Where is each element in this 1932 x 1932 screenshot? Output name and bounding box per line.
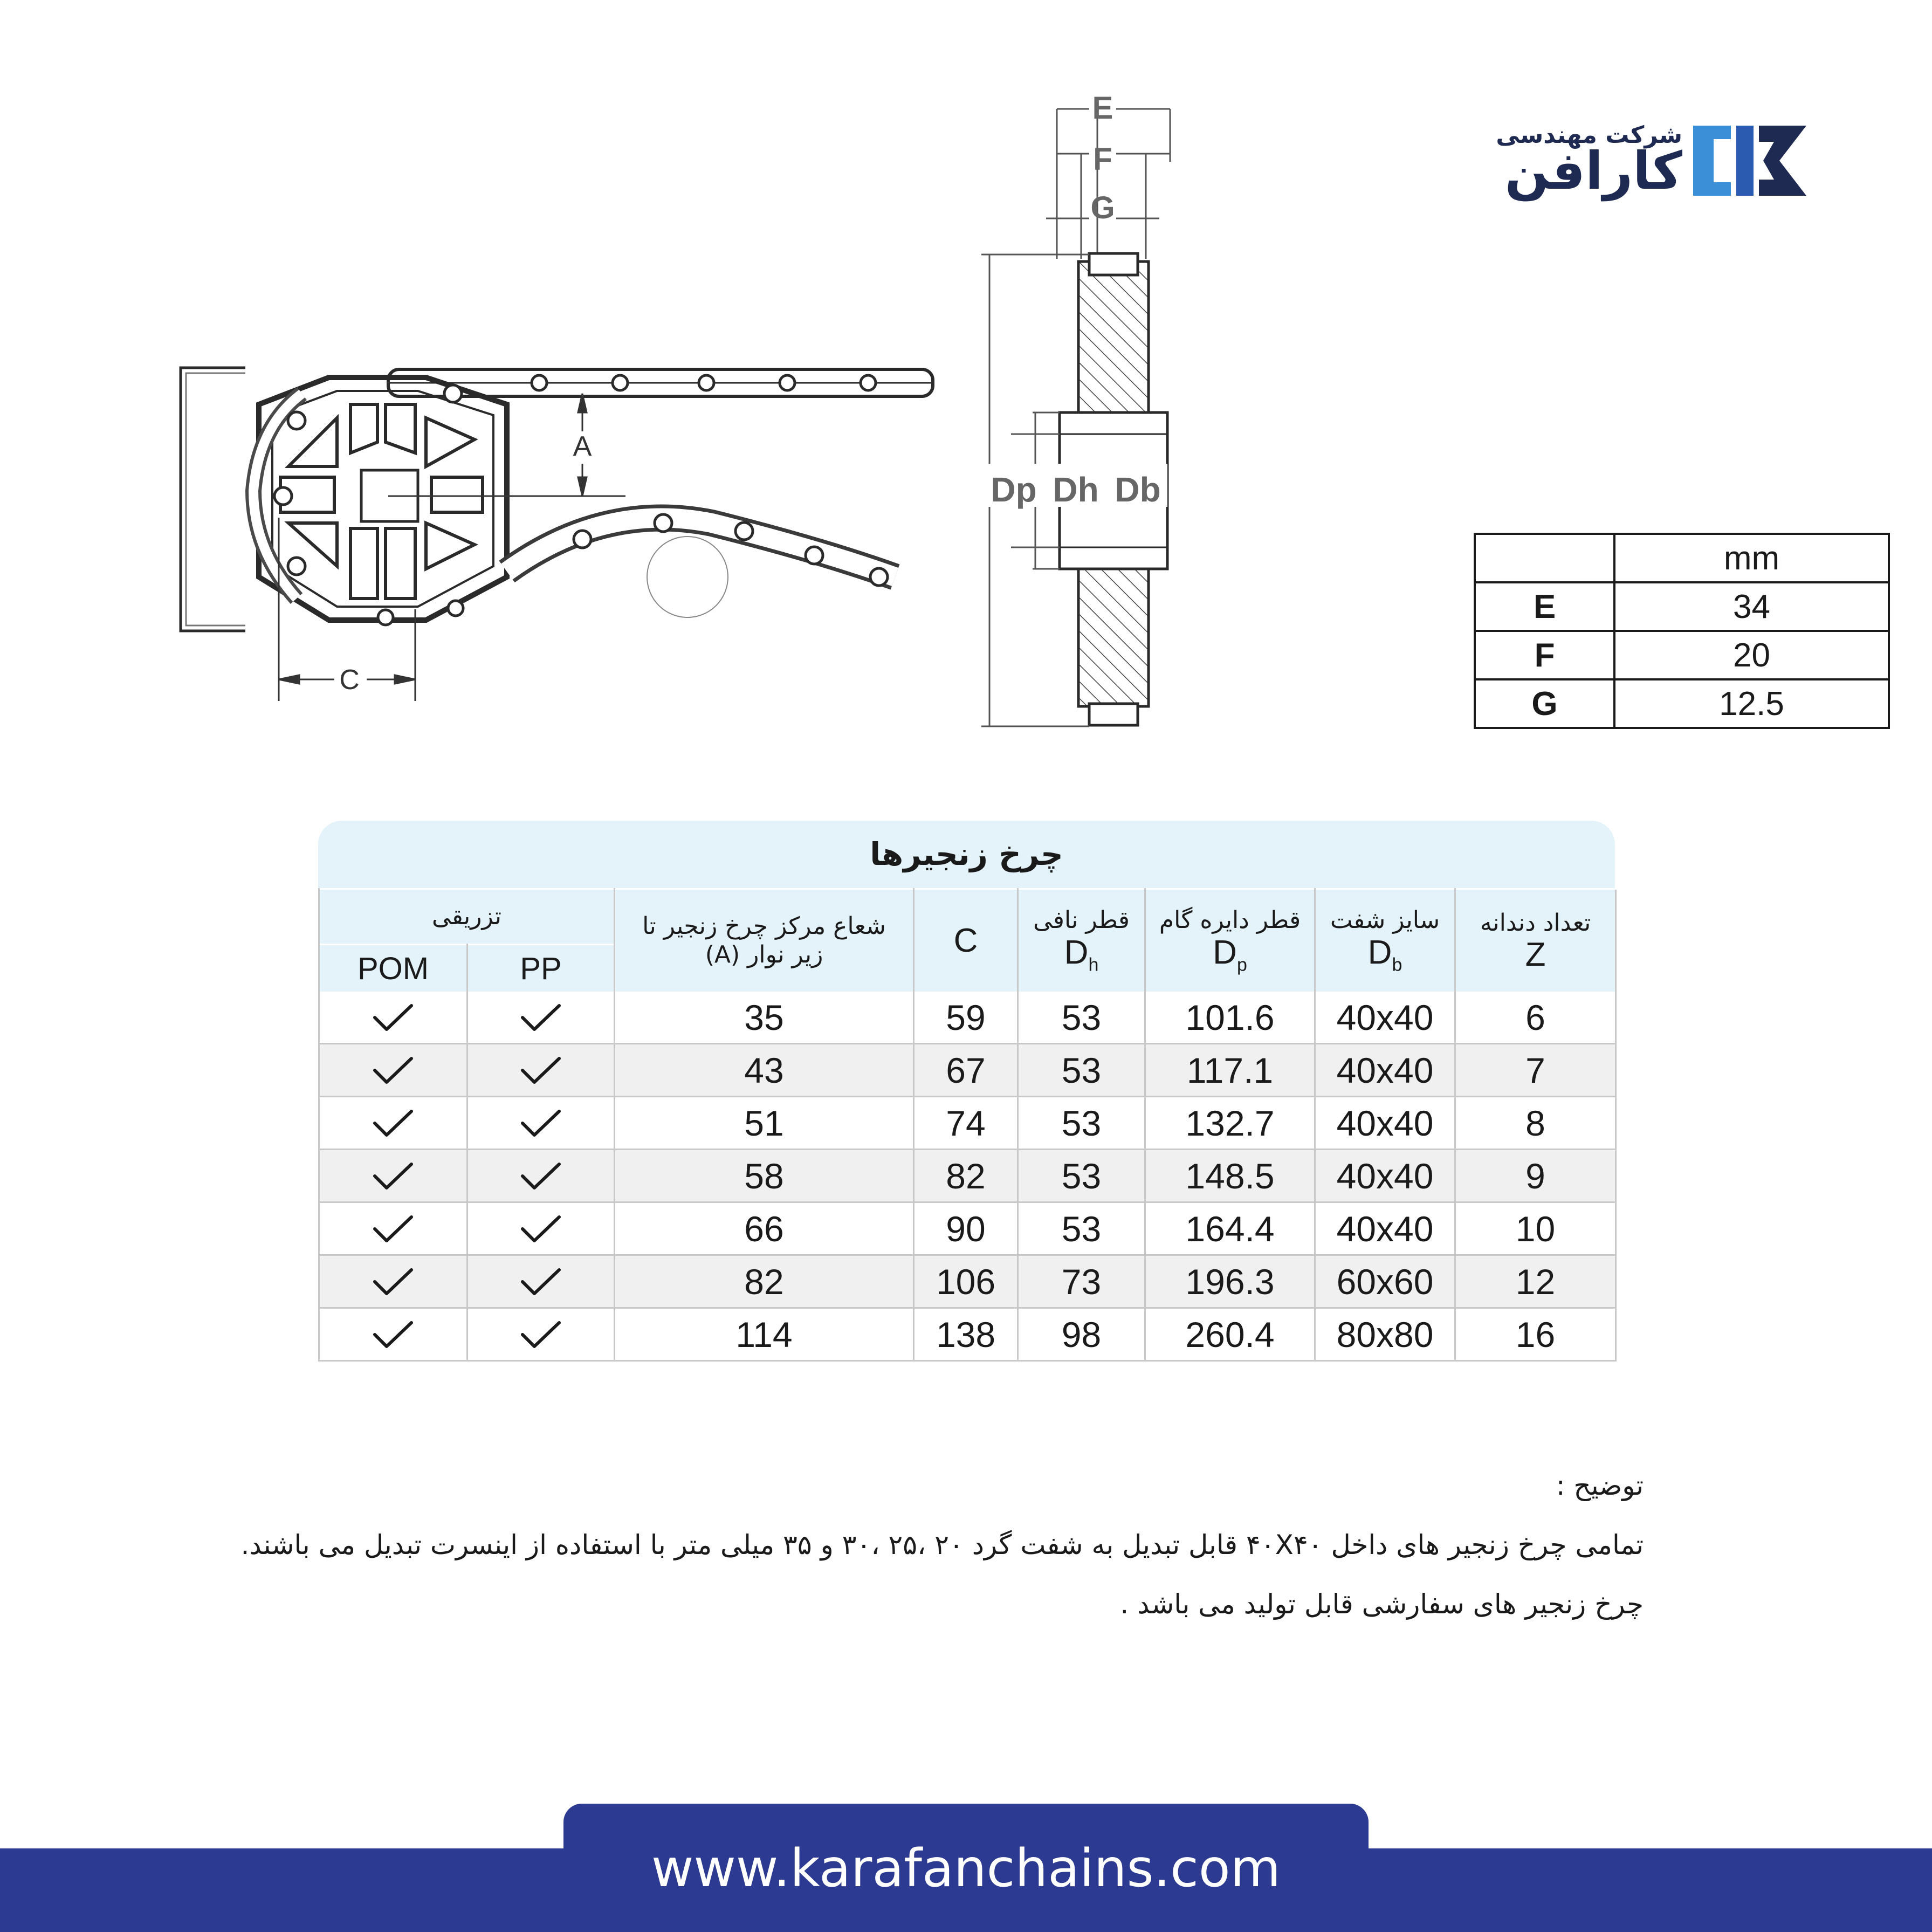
cell-c: 67	[914, 1044, 1018, 1097]
cell-dp: 148.5	[1145, 1150, 1315, 1202]
cell-z: 8	[1455, 1097, 1616, 1150]
cell-dp: 101.6	[1145, 992, 1315, 1044]
col-header-radius: شعاع مرکز چرخ زنجیر تا زیر نوار (A)	[615, 889, 914, 992]
cell-pom	[319, 992, 467, 1044]
cell-z: 16	[1455, 1308, 1616, 1361]
cell-dp: 132.7	[1145, 1097, 1315, 1150]
cell-c: 90	[914, 1202, 1018, 1255]
checkmark-icon	[519, 1001, 562, 1034]
table-row	[319, 1308, 1616, 1361]
col-header-c: C	[914, 889, 1018, 992]
sprocket-spec-table	[318, 888, 1617, 1362]
cell-db: 80x80	[1315, 1308, 1455, 1361]
cell-pp	[467, 1097, 615, 1150]
logo-mark-icon	[1693, 126, 1806, 196]
cell-a: 43	[615, 1044, 914, 1097]
cell-c: 138	[914, 1308, 1018, 1361]
dim-db-label: Db	[1115, 470, 1161, 509]
cell-z: 10	[1455, 1202, 1616, 1255]
cell-a: 58	[615, 1150, 914, 1202]
dims-unit: mm	[1614, 534, 1889, 582]
table-row	[319, 1255, 1616, 1308]
checkmark-icon	[372, 1318, 415, 1351]
dim-g-label: G	[1090, 190, 1115, 225]
cell-dp: 117.1	[1145, 1044, 1315, 1097]
table-row	[319, 1097, 1616, 1150]
checkmark-icon	[372, 1107, 415, 1139]
cell-pp	[467, 1150, 615, 1202]
checkmark-icon	[519, 1160, 562, 1192]
cell-pp	[467, 1255, 615, 1308]
col-header-pitch: قطر دایره گام $D_p$	[1145, 889, 1315, 992]
cell-c: 74	[914, 1097, 1018, 1150]
logo-company-line: شرکت مهندسی	[1496, 121, 1682, 149]
col-header-hub: قطر نافی $D_h$	[1018, 889, 1145, 992]
cell-dp: 164.4	[1145, 1202, 1315, 1255]
cell-pom	[319, 1044, 467, 1097]
company-logo	[1456, 121, 1806, 208]
cell-pp	[467, 1308, 615, 1361]
cell-db: 40x40	[1315, 992, 1455, 1044]
checkmark-icon	[372, 1213, 415, 1245]
checkmark-icon	[519, 1107, 562, 1139]
website-link[interactable]: www.karafanchains.com	[651, 1838, 1281, 1899]
dim-f-label: F	[1093, 142, 1112, 177]
dims-key: E	[1475, 582, 1614, 631]
cell-pom	[319, 1150, 467, 1202]
cell-dh: 53	[1018, 1044, 1145, 1097]
dims-header-row	[1475, 534, 1889, 582]
col-header-pp: PP	[467, 945, 615, 992]
cell-db: 40x40	[1315, 1202, 1455, 1255]
dims-value: 20	[1614, 631, 1889, 679]
logo-brand-name: کارافن	[1504, 141, 1682, 201]
cell-z: 7	[1455, 1044, 1616, 1097]
cell-a: 114	[615, 1308, 914, 1361]
cell-z: 9	[1455, 1150, 1616, 1202]
cell-pp	[467, 1202, 615, 1255]
cell-dp: 260.4	[1145, 1308, 1315, 1361]
cell-a: 66	[615, 1202, 914, 1255]
table-row	[319, 1044, 1616, 1097]
cell-c: 82	[914, 1150, 1018, 1202]
dims-row	[1475, 631, 1889, 679]
checkmark-icon	[519, 1213, 562, 1245]
checkmark-icon	[519, 1318, 562, 1351]
cell-db: 60x60	[1315, 1255, 1455, 1308]
sprocket-section-drawing	[981, 81, 1208, 750]
col-header-teeth: تعداد دندانه Z	[1455, 889, 1616, 992]
cell-z: 12	[1455, 1255, 1616, 1308]
notes-line-1: تمامی چرخ زنجیر های داخل ۴۰X۴۰ قابل تبدیل به شفت گرد ۲۰ ،۲۵ ،۳۰ و ۳۵ میلی متر با استفاده از اینسرت تبدیل می باشند.	[240, 1529, 1644, 1560]
dims-key: F	[1475, 631, 1614, 679]
dim-dp-label: Dp	[991, 470, 1037, 509]
dims-row	[1475, 679, 1889, 728]
spec-table-title: چرخ زنجیرها	[318, 821, 1615, 888]
cell-db: 40x40	[1315, 1150, 1455, 1202]
dims-value: 34	[1614, 582, 1889, 631]
cell-dh: 53	[1018, 1097, 1145, 1150]
cell-pom	[319, 1255, 467, 1308]
cell-pom	[319, 1202, 467, 1255]
checkmark-icon	[372, 1266, 415, 1298]
cell-dh: 53	[1018, 1150, 1145, 1202]
sprocket-spec-section	[318, 821, 1615, 1362]
cell-pp	[467, 992, 615, 1044]
cell-dp: 196.3	[1145, 1255, 1315, 1308]
cell-pp	[467, 1044, 615, 1097]
cell-a: 82	[615, 1255, 914, 1308]
dim-e-label: E	[1092, 91, 1113, 126]
table-row	[319, 1150, 1616, 1202]
checkmark-icon	[372, 1160, 415, 1192]
cell-pom	[319, 1308, 467, 1361]
notes-line-2: چرخ زنجیر های سفارشی قابل تولید می باشد .	[1120, 1589, 1644, 1620]
cell-pom	[319, 1097, 467, 1150]
dim-c-label: C	[339, 664, 360, 696]
cell-db: 40x40	[1315, 1097, 1455, 1150]
table-row	[319, 1202, 1616, 1255]
cell-c: 59	[914, 992, 1018, 1044]
checkmark-icon	[372, 1054, 415, 1087]
cell-dh: 53	[1018, 992, 1145, 1044]
dims-row	[1475, 582, 1889, 631]
dim-a-label: A	[573, 431, 592, 462]
dims-value: 12.5	[1614, 679, 1889, 728]
col-header-pom: POM	[319, 945, 467, 992]
spec-header-row	[319, 889, 1616, 945]
cell-db: 40x40	[1315, 1044, 1455, 1097]
cell-z: 6	[1455, 992, 1616, 1044]
cell-dh: 73	[1018, 1255, 1145, 1308]
checkmark-icon	[519, 1266, 562, 1298]
table-row	[319, 992, 1616, 1044]
cell-dh: 53	[1018, 1202, 1145, 1255]
cell-c: 106	[914, 1255, 1018, 1308]
dims-key: G	[1475, 679, 1614, 728]
sprocket-chain-drawing	[173, 345, 938, 723]
cell-dh: 98	[1018, 1308, 1145, 1361]
checkmark-icon	[372, 1001, 415, 1034]
col-header-injection: تزریقی	[319, 889, 615, 945]
dimensions-table	[1474, 533, 1890, 729]
col-header-shaft: سایز شفت $D_b$	[1315, 889, 1455, 992]
notes-section	[80, 1456, 1644, 1634]
dim-dh-label: Dh	[1053, 470, 1099, 509]
cell-a: 51	[615, 1097, 914, 1150]
checkmark-icon	[519, 1054, 562, 1087]
cell-a: 35	[615, 992, 914, 1044]
notes-heading: توضیح :	[1556, 1470, 1644, 1501]
